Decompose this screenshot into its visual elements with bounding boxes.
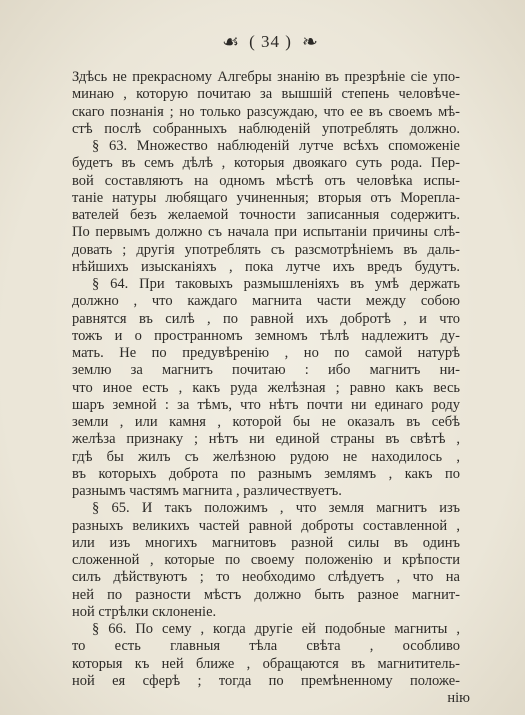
text-line: минаю , которую почитаю за вышшій степень человѣче- bbox=[72, 86, 460, 103]
paragraph bbox=[72, 138, 460, 276]
paragraph bbox=[72, 276, 460, 500]
text-line: ной ея сферѣ ; тогда по премѣненному положе- bbox=[72, 672, 460, 689]
text-line: разныхъ великихъ частей равной доброты составленной , bbox=[72, 517, 460, 534]
text-line: сложенной , которые по своему положенію и крѣпости bbox=[72, 552, 460, 568]
text-line: что иное есть , какъ руда желѣзная ; равно какъ весь bbox=[72, 379, 460, 396]
text-line: довать ; другія употреблять съ разсмотрѣніемъ въ даль- bbox=[72, 241, 460, 258]
page-number: ( 34 ) bbox=[249, 32, 292, 51]
text-line: или изъ многихъ магнитовъ разной силы въ одинъ bbox=[72, 534, 460, 551]
catchword: нію bbox=[447, 690, 470, 706]
text-line: шаръ земной : за тѣмъ, что нѣтъ почти ни единаго роду bbox=[72, 396, 460, 413]
text-line: стѣ послѣ собранныхъ наблюденій употреблять должно. bbox=[72, 120, 460, 137]
text-line: тожъ и о пространномъ земномъ тѣлѣ надлежитъ ду- bbox=[72, 327, 460, 344]
text-line: равнятся въ силѣ , по равной ихъ добротѣ , и что bbox=[72, 310, 460, 327]
text-line: нѣйшихъ изысканіяхъ , пока лутче ихъ вредъ будутъ. bbox=[72, 258, 460, 275]
text-line: будетъ въ семъ дѣлѣ , которыя двоякаго суть рода. Пер- bbox=[72, 155, 460, 172]
paragraph bbox=[72, 69, 460, 138]
text-line: § 65. И такъ положимъ , что земля магнитъ изъ bbox=[92, 500, 460, 517]
text-line: должно , что каждаго магнита части между собою bbox=[72, 293, 460, 310]
text-line: ней по разности мѣстъ должно быть разное магнит- bbox=[72, 586, 460, 603]
paragraph bbox=[72, 500, 460, 621]
text-line: разнымъ частямъ магнита , различествуетъ. bbox=[72, 483, 342, 499]
paragraph bbox=[72, 621, 460, 690]
text-line: скаго познанія ; но только разсуждаю, что ее въ своемъ мѣ- bbox=[72, 103, 460, 120]
text-line: По первымъ должно съ начала при испытаніи причины слѣ- bbox=[72, 224, 460, 241]
text-line: § 64. При таковыхъ размышленіяхъ въ умѣ держать bbox=[92, 276, 460, 292]
text-line: гдѣ бы жилъ съ желѣзною рудою не находилось , bbox=[72, 448, 460, 465]
text-line: вой составляютъ на одномъ мѣстѣ отъ человѣка испы- bbox=[72, 172, 460, 189]
text-line: которыя къ ней ближе , обращаются въ магнититель- bbox=[72, 655, 460, 672]
text-line: то есть главныя тѣла свѣта , особливо bbox=[72, 638, 460, 655]
text-line: силъ дѣйствуютъ ; то необходимо слѣдуетъ , что на bbox=[72, 569, 460, 586]
fleuron-icon bbox=[302, 31, 318, 53]
text-line: землю за магнитъ почитаю : ибо магнитъ ни- bbox=[72, 362, 460, 379]
text-line: въ которыхъ доброта по разнымъ землямъ , какъ по bbox=[72, 465, 460, 482]
fleuron-icon bbox=[222, 31, 239, 53]
text-block bbox=[72, 69, 460, 690]
text-line: Здѣсь не прекрасному Алгебры знанію въ презрѣніе сіе упо- bbox=[72, 69, 460, 85]
text-line: вателей безъ желаемой точности записанныя содержитъ. bbox=[72, 207, 460, 223]
text-line: § 66. По сему , когда другіе ей подобные магниты , bbox=[92, 621, 460, 637]
text-line: ной стрѣлки склоненіе. bbox=[72, 603, 217, 620]
text-line: желѣза признаку ; нѣтъ ни единой страны въ свѣтѣ , bbox=[72, 431, 460, 448]
text-line: мать. Не по предувѣренію , но по самой натурѣ bbox=[72, 345, 460, 361]
text-line: таніе натуры любящаго учиненныя; вторыя отъ Морепла- bbox=[72, 189, 460, 206]
running-header bbox=[0, 31, 525, 53]
text-line: § 63. Множество наблюденій лутче всѣхъ споможеніе bbox=[92, 138, 460, 154]
text-line: земли , или камня , которой бы не оказалъ въ себѣ bbox=[72, 414, 460, 430]
